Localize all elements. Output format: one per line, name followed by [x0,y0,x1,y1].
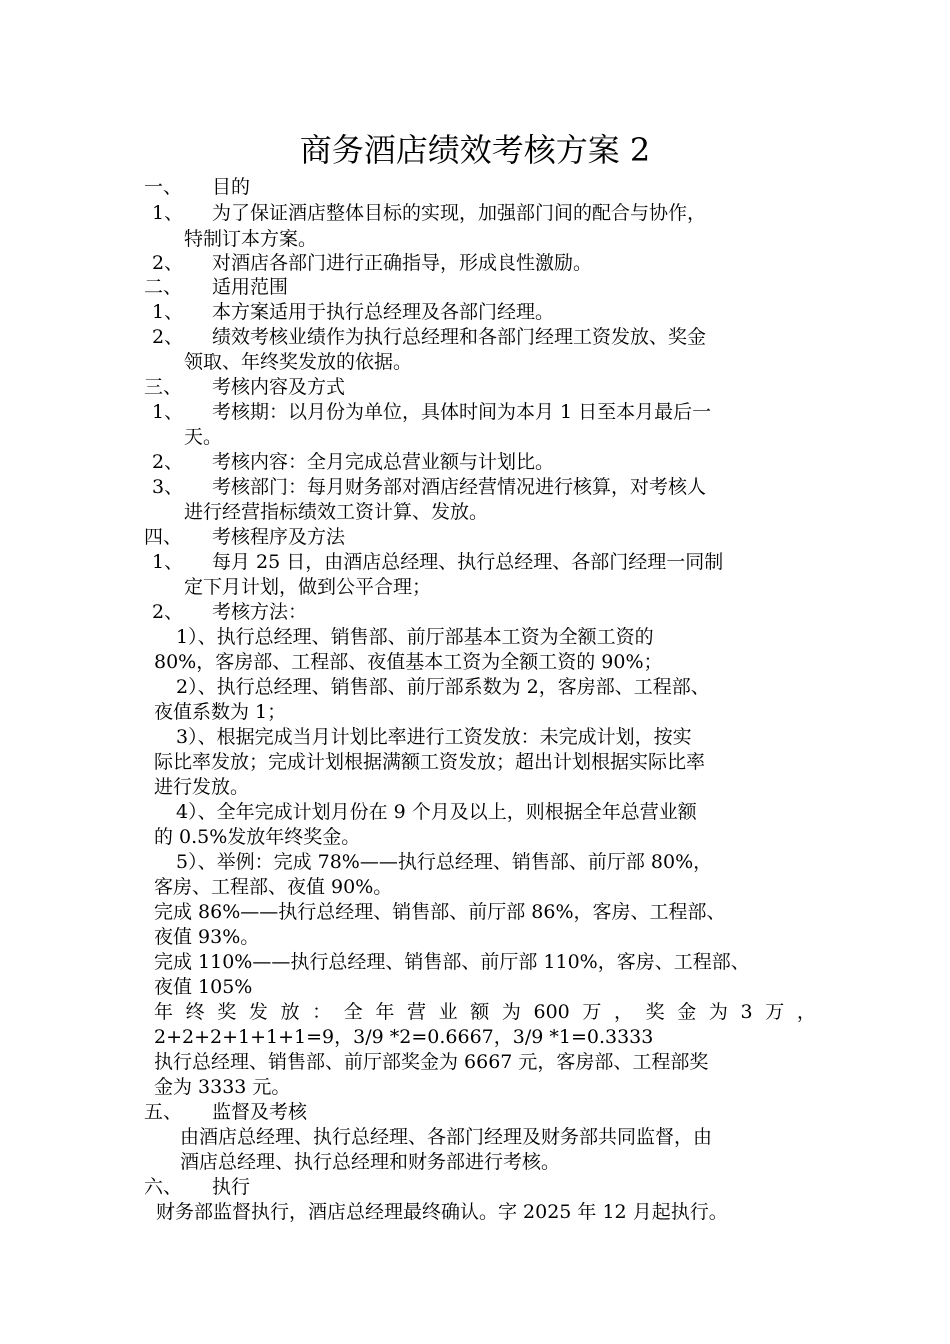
bonus-char: ， [796,1001,816,1023]
item-text: 领取、年终奖发放的依据。 [184,351,413,373]
item-number: 1、 [152,301,184,323]
bonus-justified-line [154,999,816,1025]
section-heading [144,1174,251,1200]
bonus-char: 600 [533,1001,570,1023]
method-text: 1）、执行总经理、销售部、前厅部基本工资为全额工资的 [176,626,654,648]
section-number: 一、 [144,176,183,198]
method-text: 80%，客房部、工程部、夜值基本工资为全额工资的 90%； [154,651,663,673]
example-text: 夜值 93%。 [154,926,260,948]
item-number: 1、 [152,551,184,573]
section-title: 考核程序及方法 [212,526,346,548]
supervision-text: 由酒店总经理、执行总经理、各部门经理及财务部共同监督，由 [180,1126,713,1148]
bonus-result: 金为 3333 元。 [154,1076,291,1098]
method-text: 客房、工程部、夜值 90%。 [154,876,393,898]
item-text: 特制订本方案。 [184,228,318,250]
document-title: 商务酒店绩效考核方案 2 [299,131,651,169]
bonus-char: 万 [582,1001,602,1023]
section-number: 二、 [144,276,183,298]
bonus-char: 终 [185,1001,205,1023]
method-text: 的 0.5%发放年终奖金。 [154,826,361,848]
section-title: 适用范围 [212,276,289,298]
item-number: 2、 [152,326,184,348]
bonus-char: 为 [501,1001,521,1023]
item-text: 考核期：以月份为单位，具体时间为本月 1 日至本月最后一 [212,401,712,423]
item-text: 定下月计划，做到公平合理； [184,576,432,598]
bonus-char: 年 [154,1001,174,1023]
bonus-char: 额 [470,1001,490,1023]
supervision-text: 酒店总经理、执行总经理和财务部进行考核。 [180,1151,561,1173]
example-text: 完成 110%——执行总经理、销售部、前厅部 110%，客房、工程部、 [154,951,750,973]
bonus-result: 执行总经理、销售部、前厅部奖金为 6667 元，客房部、工程部奖 [154,1051,709,1073]
bonus-char: 万 [765,1001,785,1023]
section-heading [144,374,346,400]
bonus-char: 金 [677,1001,697,1023]
bonus-char: 发 [248,1001,268,1023]
bonus-char: 年 [375,1001,395,1023]
example-text: 夜值 105% [154,976,253,998]
item-text: 对酒店各部门进行正确指导，形成良性激励。 [212,252,593,274]
bonus-char: ： [312,1001,332,1023]
bonus-char: 奖 [645,1001,665,1023]
section-heading [144,174,251,200]
bonus-formula: 2+2+2+1+1+1=9，3/9 *2=0.6667，3/9 *1=0.3333 [154,1026,654,1048]
method-text: 5）、举例：完成 78%——执行总经理、销售部、前厅部 80%， [176,851,713,873]
item-text: 进行经营指标绩效工资计算、发放。 [184,501,489,523]
example-text: 完成 86%——执行总经理、销售部、前厅部 86%，客房、工程部、 [154,901,726,923]
item-text: 本方案适用于执行总经理及各部门经理。 [212,301,555,323]
bonus-char: 营 [407,1001,427,1023]
item-text: 为了保证酒店整体目标的实现，加强部门间的配合与协作， [212,202,707,224]
section-title: 监督及考核 [212,1101,308,1123]
execution-text: 财务部监督执行，酒店总经理最终确认。字 2025 年 12 月起执行。 [156,1201,728,1223]
item-text: 考核内容：全月完成总营业额与计划比。 [212,451,555,473]
item-text: 天。 [184,426,223,448]
item-number: 1、 [152,202,184,224]
method-text: 2）、执行总经理、销售部、前厅部系数为 2，客房部、工程部、 [176,676,710,698]
item-number: 3、 [152,476,184,498]
section-heading [144,274,289,300]
method-text: 进行发放。 [154,776,250,798]
section-number: 四、 [144,526,183,548]
item-text: 绩效考核业绩作为执行总经理和各部门经理工资发放、奖金 [212,326,707,348]
bonus-char: ， [614,1001,634,1023]
method-text: 3）、根据完成当月计划比率进行工资发放：未完成计划，按实 [176,726,692,748]
bonus-char: 放 [280,1001,300,1023]
item-number: 2、 [152,451,184,473]
bonus-char: 全 [343,1001,363,1023]
item-text: 考核部门：每月财务部对酒店经营情况进行核算，对考核人 [212,476,707,498]
item-number: 2、 [152,601,184,623]
method-text: 夜值系数为 1； [154,701,287,723]
section-number: 三、 [144,376,183,398]
section-heading [144,1099,308,1125]
bonus-char: 奖 [217,1001,237,1023]
section-heading [144,524,346,550]
item-text: 考核方法： [212,601,308,623]
item-number: 1、 [152,401,184,423]
bonus-char: 为 [708,1001,728,1023]
bonus-char: 业 [438,1001,458,1023]
bonus-char: 3 [740,1001,753,1023]
section-title: 考核内容及方式 [212,376,346,398]
item-text: 每月 25 日，由酒店总经理、执行总经理、各部门经理一同制 [212,551,724,573]
section-number: 五、 [144,1101,183,1123]
section-title: 目的 [212,176,251,198]
method-text: 4）、全年完成计划月份在 9 个月及以上，则根据全年总营业额 [176,801,697,823]
item-number: 2、 [152,252,184,274]
method-text: 际比率发放；完成计划根据满额工资发放；超出计划根据实际比率 [154,751,706,773]
section-number: 六、 [144,1176,183,1198]
section-title: 执行 [212,1176,251,1198]
